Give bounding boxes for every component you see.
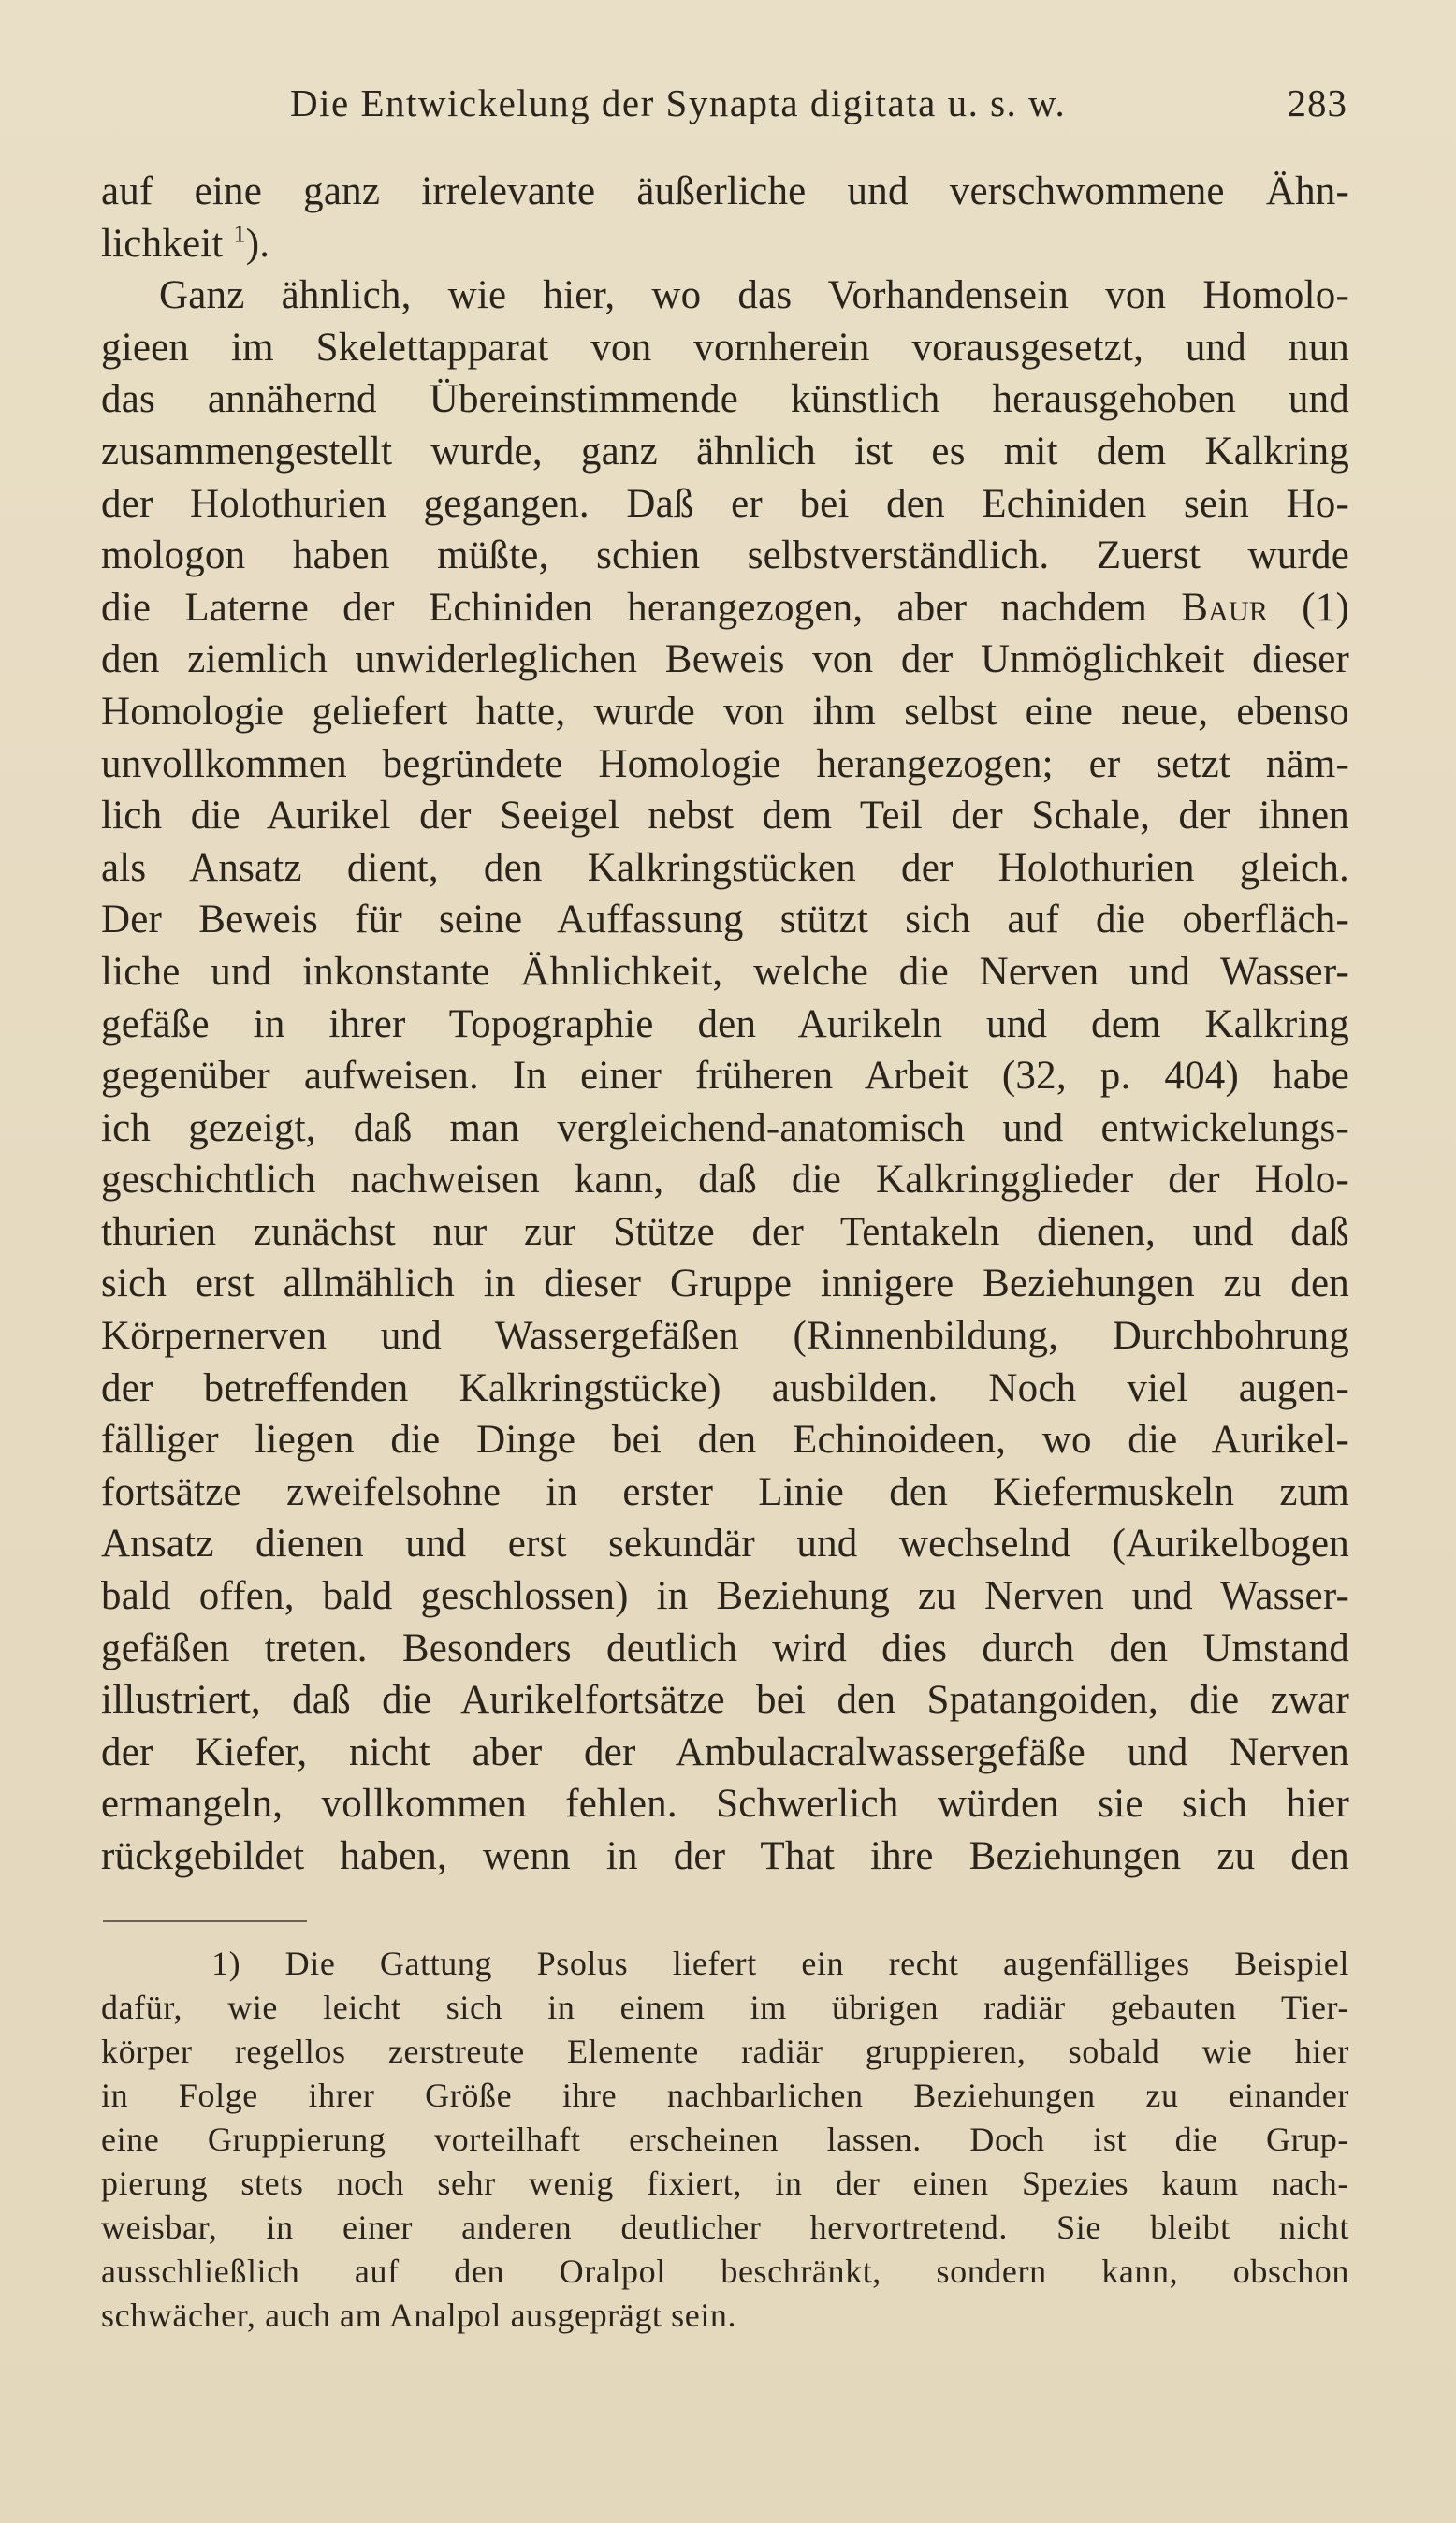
text-line: geschichtlich nachweisen kann, daß die Kalkringglieder der Holo- [101,1158,1349,1203]
text-line: ich gezeigt, daß man vergleichend-anatomisch und entwickelungs- [101,1105,1349,1150]
text-line: Ganz ähnlich, wie hier, wo das Vorhandensein von Homolo- [159,273,1349,318]
text-line: den ziemlich unwiderleglichen Beweis von der Unmöglichkeit dieser [101,637,1349,682]
footnote-line: körper regellos zerstreute Elemente radiär gruppieren, sobald wie hier [101,2033,1349,2070]
text-line: bald offen, bald geschlossen) in Beziehung zu Nerven und Wasser- [101,1574,1349,1619]
text-line: zusammengestellt wurde, ganz ähnlich ist es mit dem Kalkring [101,429,1349,474]
text-line: mologon haben müßte, schien selbstverständlich. Zuerst wurde [101,533,1349,578]
text-line: liche und inkonstante Ähnlichkeit, welche die Nerven und Wasser- [101,949,1349,994]
text-line: das annähernd Übereinstimmende künstlich herausgehoben und [101,377,1349,422]
footnote-divider [103,1920,307,1922]
text-line [101,582,1349,634]
text-line: der Holothurien gegangen. Daß er bei den Echiniden sein Ho- [101,481,1349,526]
text-line: Ansatz dienen und erst sekundär und wechselnd (Aurikelbogen [101,1522,1349,1567]
text-line: Homologie geliefert hatte, wurde von ihm selbst eine neue, ebenso [101,689,1349,734]
text-line: der betreffenden Kalkringstücke) ausbilden. Noch viel augen- [101,1365,1349,1410]
footnote [101,1942,1349,2338]
citation-reference: (1) [1268,585,1349,630]
author-name: Baur [1181,585,1269,630]
footnote-line: weisbar, in einer anderen deutlicher hervortretend. Sie bleibt nicht [101,2209,1349,2246]
text-line: Der Beweis für seine Auffassung stützt sich auf die oberfläch- [101,897,1349,942]
text-line: illustriert, daß die Aurikelfortsätze bei den Spatangoiden, die zwar [101,1678,1349,1723]
text-line: der Kiefer, nicht aber der Ambulacralwassergefäße und Nerven [101,1729,1349,1774]
page-number: 283 [1287,81,1347,124]
text-line: ermangeln, vollkommen fehlen. Schwerlich würden sie sich hier [101,1782,1349,1827]
footnote-line: pierung stets noch sehr wenig fixiert, in der einen Spezies kaum nach- [101,2165,1349,2202]
text-line: als Ansatz dient, den Kalkringstücken der Holothurien gleich. [101,845,1349,890]
text-fragment: die Laterne der Echiniden herangezogen, aber nachdem [101,585,1148,630]
text-fragment: ). [245,221,270,266]
footnote-reference[interactable]: 1 [233,220,246,248]
text-line: fortsätze zweifelsohne in erster Linie den Kiefermuskeln zum [101,1469,1349,1514]
running-title: Die Entwickelung der Synapta digitata u. s. w. [290,81,1067,124]
text-line: thurien zunächst nur zur Stütze der Tentakeln dienen, und daß [101,1209,1349,1254]
text-line: gieen im Skelettapparat von vornherein vorausgesetzt, und nun [101,325,1349,370]
text-fragment: lichkeit [101,221,224,266]
text-line [101,218,1349,270]
body-text [101,166,1349,1883]
text-line: gefäße in ihrer Topographie den Aurikeln und dem Kalkring [101,1001,1349,1046]
text-line: gegenüber aufweisen. In einer früheren Arbeit (32, p. 404) habe [101,1054,1349,1099]
footnote-line: eine Gruppierung vorteilhaft erscheinen lassen. Doch ist die Grup- [101,2121,1349,2158]
footnote-line: dafür, wie leicht sich in einem im übrigen radiär gebauten Tier- [101,1989,1349,2026]
text-line: lich die Aurikel der Seeigel nebst dem Teil der Schale, der ihnen [101,794,1349,839]
text-line: unvollkommen begründete Homologie herangezogen; er setzt näm- [101,741,1349,786]
text-line: auf eine ganz irrelevante äußerliche und verschwommene Ähn- [101,169,1349,213]
text-line: fälliger liegen die Dinge bei den Echinoideen, wo die Aurikel- [101,1418,1349,1463]
footnote-line: 1) Die Gattung Psolus liefert ein recht augenfälliges Beispiel [211,1945,1349,1982]
footnote-line: ausschließlich auf den Oralpol beschränkt, sondern kann, obschon [101,2253,1349,2290]
footnote-line: in Folge ihrer Größe ihre nachbarlichen Beziehungen zu einander [101,2077,1349,2114]
footnote-line: schwächer, auch am Analpol ausgeprägt sein. [101,2297,737,2334]
text-line: rückgebildet haben, wenn in der That ihre Beziehungen zu den [101,1834,1349,1878]
text-line: gefäßen treten. Besonders deutlich wird dies durch den Umstand [101,1626,1349,1670]
text-line: sich erst allmählich in dieser Gruppe innigere Beziehungen zu den [101,1262,1349,1306]
text-line: Körpernerven und Wassergefäßen (Rinnenbildung, Durchbohrung [101,1314,1349,1359]
running-header [103,80,1347,137]
